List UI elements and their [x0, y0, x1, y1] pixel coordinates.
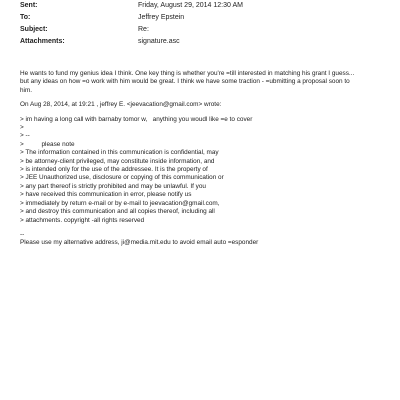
quoted-line: > and destroy this communication and all copies thereof, including all — [20, 208, 215, 216]
quote-header: On Aug 28, 2014, at 19:21 , jeffrey E. <jeevacation@gmail.com> wrote: — [20, 101, 222, 109]
attachments-label: Attachments: — [20, 38, 65, 45]
quoted-line: > JEE Unauthorized use, disclosure or copying of this communication or — [20, 174, 224, 182]
quoted-message — [20, 116, 385, 225]
email-signature — [20, 231, 385, 248]
quoted-line: > — [20, 124, 24, 132]
quoted-line: > attachments. copyright -all rights reserved — [20, 216, 145, 224]
quoted-line: > have received this communication in error, please notify us — [20, 191, 192, 199]
quoted-line: > immediately by return e-mail or by e-mail to jeevacation@gmail.com, — [20, 199, 220, 207]
sent-label: Sent: — [20, 2, 38, 9]
to-label: To: — [20, 14, 31, 21]
to-value: Jeffrey Epstein — [138, 14, 185, 21]
signature-separator: -- — [20, 230, 25, 238]
attachment-filename: signature.asc — [138, 38, 180, 45]
sent-value: Friday, August 29, 2014 12:30 AM — [138, 2, 243, 9]
email-body — [20, 70, 385, 248]
email-header — [20, 0, 390, 48]
quoted-line: > please note — [20, 140, 75, 148]
subject-label: Subject: — [20, 26, 48, 33]
sent-row — [20, 0, 390, 12]
quoted-line: > any part thereof is strictly prohibited and may be unlawful. If you — [20, 182, 206, 190]
signature-line: Please use my alternative address, ji@media.mit.edu to avoid email auto =esponder — [20, 239, 259, 247]
quoted-line: > be attorney-client privileged, may constitute inside information, and — [20, 157, 215, 165]
subject-row — [20, 24, 390, 36]
quoted-line: > The information contained in this communication is confidential, may — [20, 149, 219, 157]
quoted-line: > is intended only for the use of the addressee. It is the property of — [20, 166, 208, 174]
quoted-line: > im having a long call with barnaby tomor w, anything you woudl like =e to cover — [20, 115, 253, 123]
message-paragraph — [20, 70, 385, 95]
to-row — [20, 12, 390, 24]
message-line: but any ideas on how =o work with him would be great. I think we have some traction - =ubmitting a proposal soon to — [20, 78, 350, 86]
subject-value: Re: — [138, 26, 149, 33]
attachments-row — [20, 36, 390, 48]
message-line: him. — [20, 86, 33, 94]
quoted-line: > -- — [20, 132, 30, 140]
message-line: He wants to fund my genius idea I think. One key thing is whether you're =till interested in matching his grant I guess... — [20, 70, 355, 77]
